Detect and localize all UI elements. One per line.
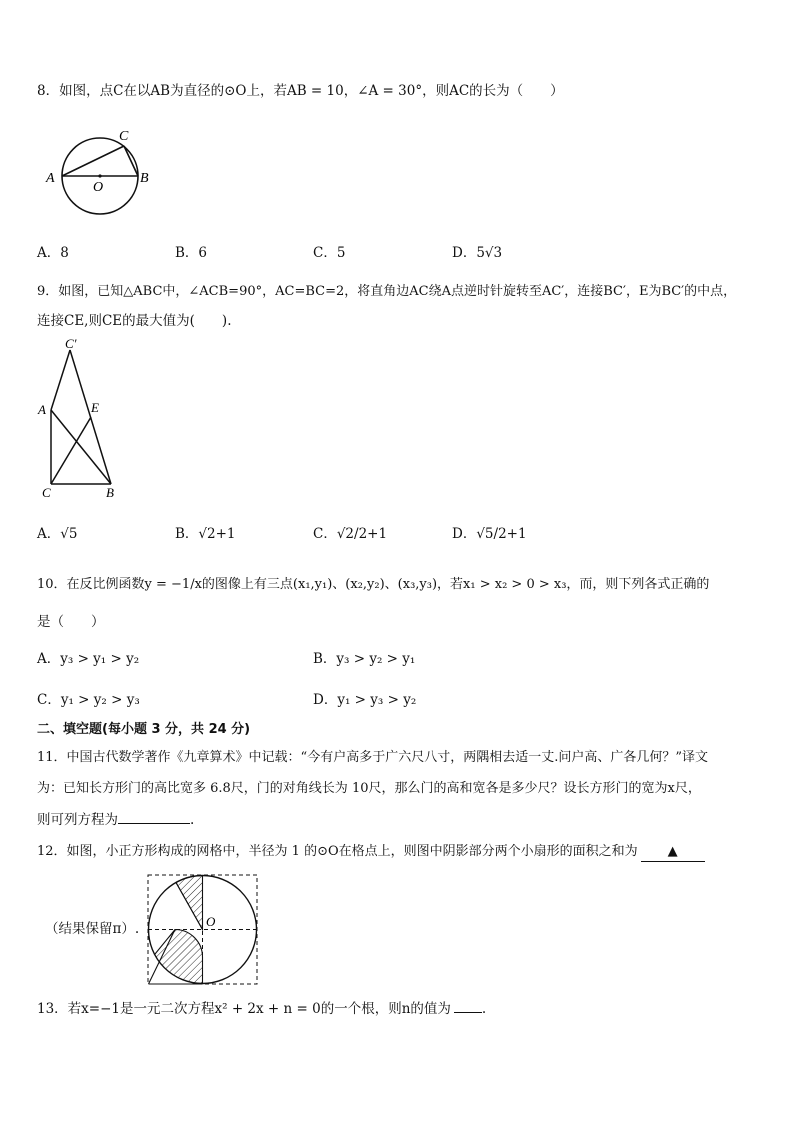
q12-triangle-marker: ▲ [667,844,678,859]
q8-stem: 8．如图，点C在以AB为直径的⊙O上，若AB = 10，∠A = 30°，则AC的长为（ ） [37,83,564,99]
q11-line3: 则可列方程为 . [37,812,195,828]
q9-option-b: B．√2+1 [175,526,236,542]
q8-option-c: C．5 [313,245,346,261]
section-title-fill-in: 二、填空题(每小题 3 分，共 24 分) [37,722,251,737]
q10-option-b: B．y₃ > y₂ > y₁ [313,651,416,667]
q9-label-c: C [42,485,51,500]
q9-label-c1: C′ [65,337,77,351]
q9-option-a: A．√5 [37,526,78,542]
q11-line1: 11．中国古代数学著作《九章算术》中记载：“今有户高多于广六尺八寸，两隅相去适一丈.问户高、广各几何？”译文 [37,750,708,765]
q9-label-b: B [106,485,114,500]
q9-figure [36,337,146,502]
q10-option-d: D．y₁ > y₃ > y₂ [313,692,417,708]
q12-line1 [37,843,705,862]
q13-stem: 13．若x=−1是一元二次方程x² + 2x + n = 0的一个根，则n的值为 [37,1001,451,1017]
q8-center-dot [98,174,101,177]
q10-stem-line2: 是（ ） [37,614,105,630]
q8-label-c: C [119,129,129,144]
q8-option-a: A．8 [37,245,69,261]
q9-option-c: C．√2/2+1 [313,526,388,542]
q8-chord-cb [124,146,138,176]
q12-answer-blank[interactable] [641,843,705,862]
q8-label-a: A [46,171,55,186]
q12-label-o: O [206,914,216,929]
q11-line2: 为：已知长方形门的高比宽多 6.8尺，门的对角线长为 10尺，那么门的高和宽各是多少尺？设长方形门的宽为x尺， [37,781,701,796]
q8-label-b: B [140,171,149,186]
q8-option-d: D．5√3 [452,245,503,261]
q11-line3-text: 则可列方程为 [37,812,118,828]
q13-answer-blank[interactable] [454,1012,482,1013]
q10-stem-line1: 10．在反比例函数y = −1/x的图像上有三点(x₁,y₁)、(x₂,y₂)、(x₃,y₃)，若x₁ > x₂ > 0 > x₃，而，则下列各式正确的 [37,577,710,592]
q8-label-o: O [93,180,104,195]
q9-option-d: D．√5/2+1 [452,526,527,542]
q12-line1-text: 12．如图，小正方形构成的网格中，半径为 1 的⊙O在格点上，则图中阴影部分两个小扇形的面积之和为 [37,844,638,859]
q12-figure [147,874,259,986]
q8-option-b: B．6 [175,245,208,261]
q10-option-c: C．y₁ > y₂ > y₃ [37,692,140,708]
q10-option-a: A．y₃ > y₁ > y₂ [37,651,140,667]
q9-label-e: E [91,400,99,415]
q9-stem-line1: 9．如图，已知△ABC中，∠ACB=90°，AC=BC=2，将直角边AC绕A点逆时针旋转至AC′，连接BC′，E为BC′的中点， [37,284,737,299]
q12-lower-sector [149,930,203,985]
q11-answer-blank[interactable] [118,823,190,824]
q9-stem-line2: 连接CE,则CE的最大值为( ). [37,313,232,329]
q12-line2: （结果保留π）. [45,921,140,937]
q13-line: 13．若x=−1是一元二次方程x² + 2x + n = 0的一个根，则n的值为 . [37,1001,487,1017]
q9-label-a: A [38,402,46,417]
q8-figure [42,125,172,225]
